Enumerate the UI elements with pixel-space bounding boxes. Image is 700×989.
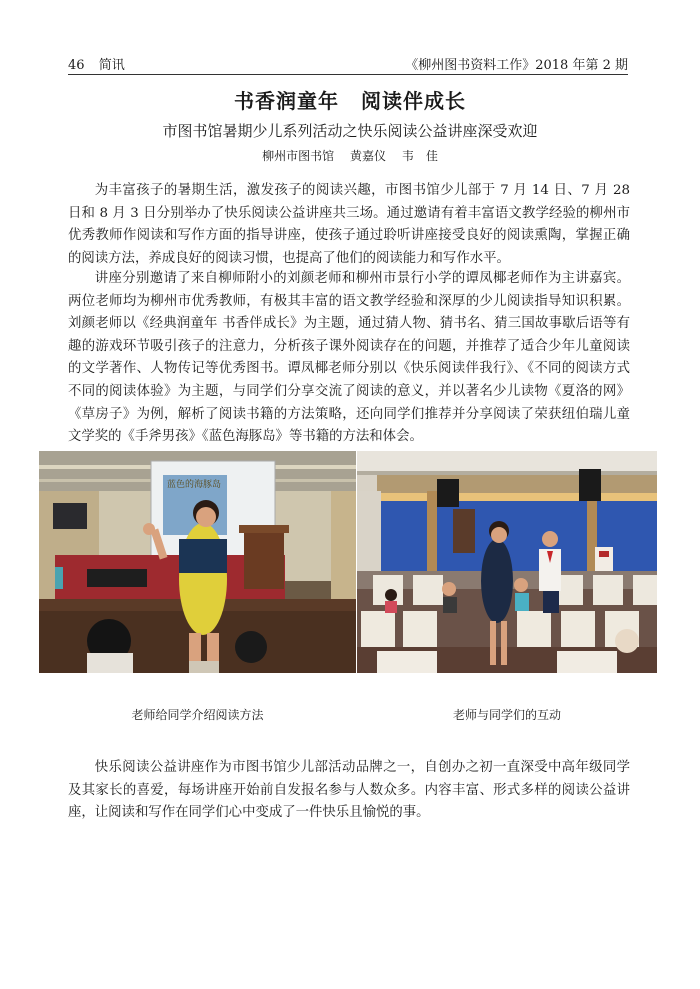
header-left [68, 54, 125, 73]
page-number: 46 [68, 58, 85, 73]
paragraph-3: 快乐阅读公益讲座作为市图书馆少儿部活动品牌之一，自创办之初一直深受中高年级同学及其家长的喜爱，每场讲座开始前自发报名参与人数众多。内容丰富、形式多样的阅读公益讲座，让阅读和写作在同学们心中变成了一件快乐且愉悦的事。 [68, 760, 630, 821]
photo-caption-1: 老师给同学介绍阅读方法 [131, 708, 264, 722]
article-title [0, 85, 700, 114]
byline [0, 147, 700, 164]
paragraph-1: 为丰富孩子的暑期生活，激发孩子的阅读兴趣，市图书馆少儿部于 7 月 14 日、7 月 28 日和 8 月 3 日分别举办了快乐阅读公益讲座共三场。通过邀请有着丰富语文教学经验的柳州市优秀教师作阅读和写作方面的指导讲座，使孩子通过聆听讲座接受良好的阅读熏陶，掌握正确的阅读方法，养成良好的阅读习惯，也提高了他们的阅读能力和写作水平。 [68, 183, 630, 266]
page-header [68, 54, 628, 74]
byline-author-1: 黄嘉仪 [349, 149, 386, 163]
title-part-2: 阅读伴成长 [361, 89, 466, 113]
byline-author-2: 韦 佳 [401, 149, 438, 163]
slide-title-text: 蓝色的海豚岛 [167, 480, 222, 490]
photo-teacher-interaction [357, 451, 657, 673]
article-subtitle: 市图书馆暑期少儿系列活动之快乐阅读公益讲座深受欢迎 [162, 122, 538, 140]
header-divider [68, 74, 628, 75]
byline-org: 柳州市图书馆 [262, 149, 335, 163]
title-part-1: 书香润童年 [234, 89, 339, 113]
photo-teacher-presenting [39, 451, 356, 673]
section-label: 简讯 [98, 58, 125, 73]
paragraph-2: 讲座分别邀请了来自柳师附小的刘颜老师和柳州市景行小学的谭凤椰老师作为主讲嘉宾。两位老师均为柳州市优秀教师，有极其丰富的语文教学经验和深厚的少儿阅读指导知识积累。刘颜老师以《经典润童年 书香伴成长》为主题，通过猜人物、猜书名、猜三国故事歇后语等有趣的游戏环节吸引孩子的注意力，分析孩子课外阅读存在的问题，并推荐了适合少年儿童阅读的文学著作、人物传记等优秀图书。谭凤椰老师分别以《快乐阅读伴我行》、《不同的阅读方式 不同的阅读体验》为主题，与同学们分享交流了阅读的意义，并以著名少儿读物《夏洛的网》《草房子》为例，解析了阅读书籍的方法策略，还向同学们推荐并分享阅读了荣获纽伯瑞儿童文学奖的《手斧男孩》《蓝色海豚岛》等书籍的方法和体会。 [68, 271, 630, 445]
photo-caption-2: 老师与同学们的互动 [452, 708, 561, 722]
journal-issue: 《柳州图书资料工作》2018 年第 2 期 [405, 58, 628, 73]
